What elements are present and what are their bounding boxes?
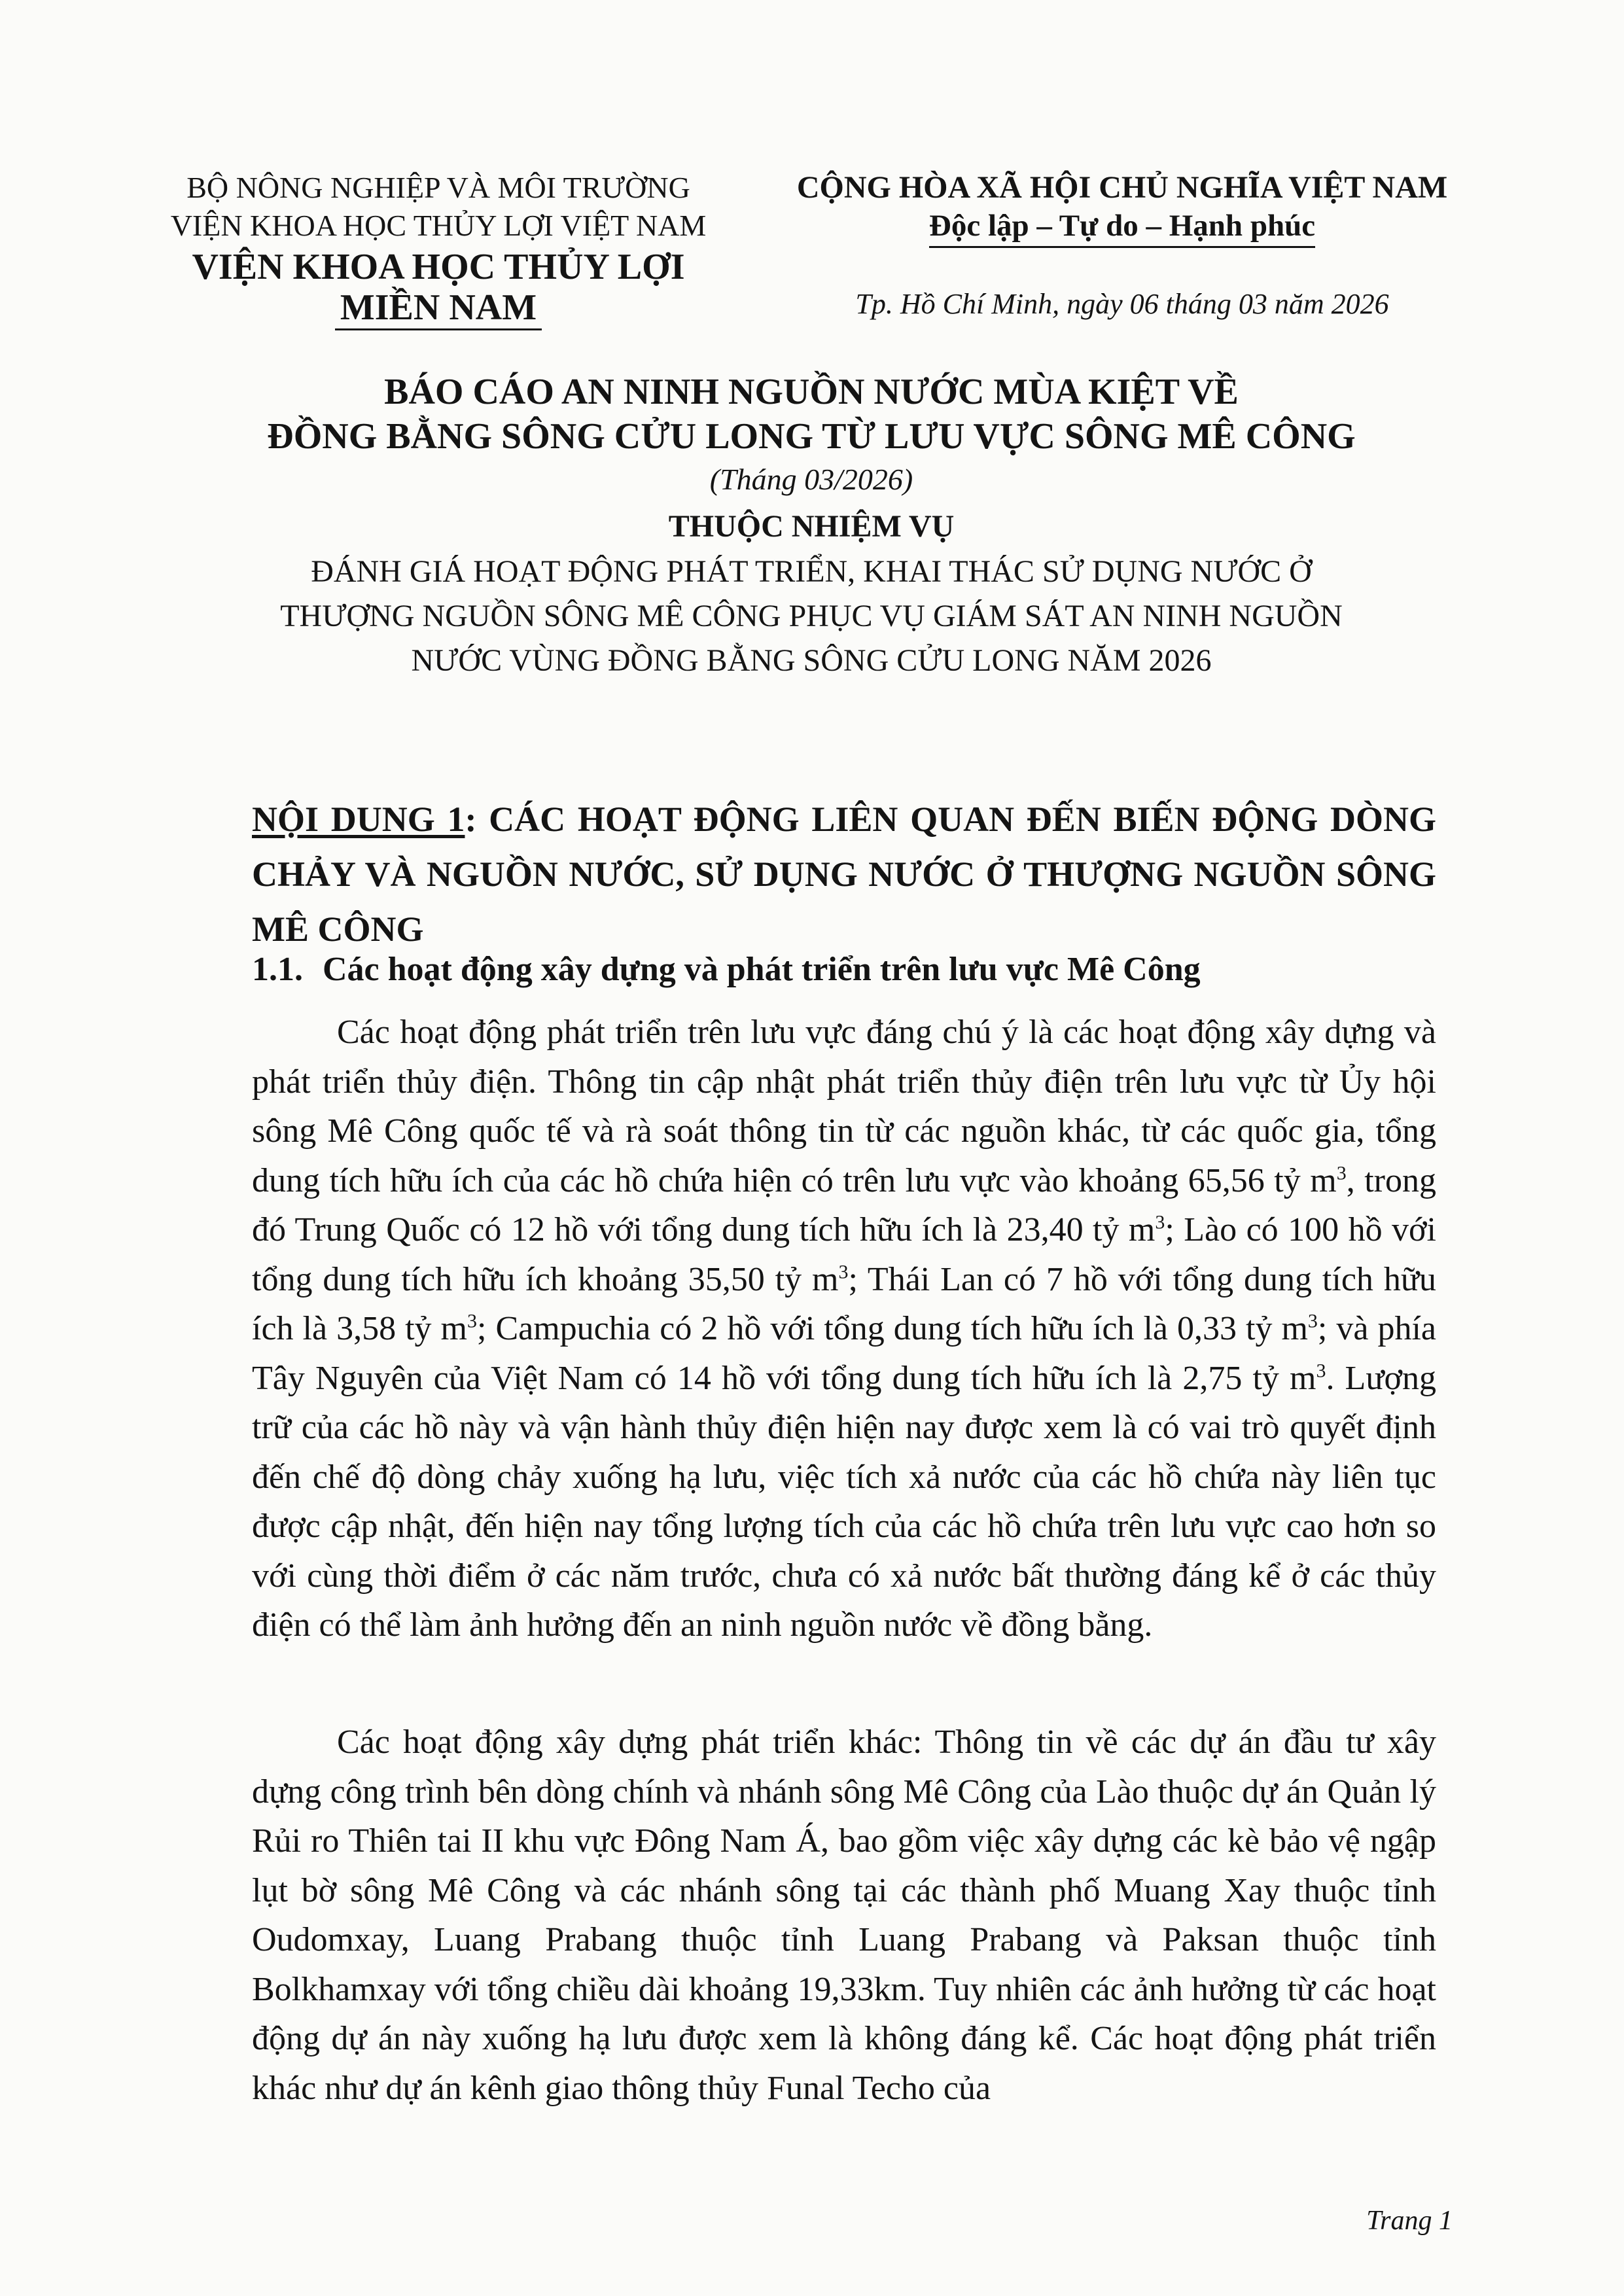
ministry-name: BỘ NÔNG NGHIỆP VÀ MÔI TRƯỜNG xyxy=(186,171,690,204)
section-label: NỘI DUNG 1 xyxy=(252,800,465,839)
text-run: ; và phía Tây Nguyên của Việt Nam có 14 hồ với tổng dung tích hữu ích là 2,75 tỷ m xyxy=(252,1310,1436,1397)
superscript: 3 xyxy=(838,1261,849,1283)
task-name-line3: NƯỚC VÙNG ĐỒNG BẰNG SÔNG CỬU LONG NĂM 2026 xyxy=(411,643,1212,678)
superscript: 3 xyxy=(1155,1211,1165,1233)
report-month: (Tháng 03/2026) xyxy=(709,463,913,496)
place-date: Tp. Hồ Chí Minh, ngày 06 tháng 03 năm 2026 xyxy=(855,288,1389,320)
page-number: Trang 1 xyxy=(1366,2206,1453,2236)
superscript: 3 xyxy=(1307,1310,1318,1332)
superscript: 3 xyxy=(467,1310,477,1332)
text-run: , trong đó Trung Quốc có 12 hồ với tổng dung tích hữu ích là 23,40 tỷ m xyxy=(252,1161,1436,1248)
section-heading xyxy=(252,792,1436,957)
subsection-heading xyxy=(252,949,1436,991)
mission-label: THUỘC NHIỆM VỤ xyxy=(668,509,955,544)
text-run: Các hoạt động phát triển trên lưu vực đáng chú ý là các hoạt động xây dựng và phát triển thủy điện. Thông tin cập nhật phát triển thủy điện trên lưu vực từ Ủy hội sông Mê Công quốc tế và rà soát thông tin từ các nguồn khác, từ các quốc gia, tổng dung tích hữu ích của các hồ chứa hiện có trên lưu vực vào khoảng 65,56 tỷ m xyxy=(252,1014,1436,1199)
report-title-line1: BÁO CÁO AN NINH NGUỒN NƯỚC MÙA KIỆT VỀ xyxy=(384,372,1239,412)
text-run: . Lượng trữ của các hồ này và vận hành thủy điện hiện nay được xem là có vai trò quyết định đến chế độ dòng chảy xuống hạ lưu, việc tích xả nước của các hồ chứa này liên tục được cập nhật, đến hiện nay tổng lượng tích của các hồ chứa trên lưu vực cao hơn so với cùng thời điểm ở các năm trước, chưa có xả nước bất thường đáng kể ở các thủy điện có thể làm ảnh hưởng đến an ninh nguồn nước về đồng bằng. xyxy=(252,1359,1436,1644)
subsection-title: Các hoạt động xây dựng và phát triển trên lưu vực Mê Công xyxy=(323,951,1201,988)
report-title-block xyxy=(170,370,1453,681)
task-name-line1: ĐÁNH GIÁ HOẠT ĐỘNG PHÁT TRIỂN, KHAI THÁC SỬ DỤNG NƯỚC Ở xyxy=(311,554,1312,589)
national-header xyxy=(769,169,1475,323)
institute-name-line2: MIỀN NAM xyxy=(335,288,542,330)
report-title-line2: ĐỒNG BẰNG SÔNG CỬU LONG TỪ LƯU VỰC SÔNG MÊ CÔNG xyxy=(267,416,1356,457)
text-run: ; Campuchia có 2 hồ với tổng dung tích hữu ích là 0,33 tỷ m xyxy=(476,1310,1308,1347)
paragraph-hydropower xyxy=(252,1008,1436,1650)
national-motto: Độc lập – Tự do – Hạnh phúc xyxy=(929,207,1315,248)
subsection-number: 1.1. xyxy=(252,951,303,988)
text-run: ; Lào có 100 hồ với tổng dung tích hữu ích khoảng 35,50 tỷ m xyxy=(252,1211,1436,1298)
institute-name: VIỆN KHOA HỌC THỦY LỢI xyxy=(192,247,685,287)
issuer-header xyxy=(118,169,759,330)
task-name-line2: THƯỢNG NGUỒN SÔNG MÊ CÔNG PHỤC VỤ GIÁM SÁT AN NINH NGUỒN xyxy=(280,599,1343,633)
section-title: : CÁC HOẠT ĐỘNG LIÊN QUAN ĐẾN BIẾN ĐỘNG DÒNG CHẢY VÀ NGUỒN NƯỚC, SỬ DỤNG NƯỚC Ở THƯỢNG NGUỒN SÔNG MÊ CÔNG xyxy=(252,800,1437,949)
country-name: CỘNG HÒA XÃ HỘI CHỦ NGHĨA VIỆT NAM xyxy=(796,170,1448,205)
text-run: ; Thái Lan có 7 hồ với tổng dung tích hữu ích là 3,58 tỷ m xyxy=(252,1260,1437,1347)
superscript: 3 xyxy=(1316,1360,1326,1382)
paragraph-other-projects: Các hoạt động xây dựng phát triển khác: Thông tin về các dự án đầu tư xây dựng công trình bên dòng chính và nhánh sông Mê Công của Lào thuộc dự án Quản lý Rủi ro Thiên tai II khu vực Đông Nam Á, bao gồm việc xây dựng các kè bảo vệ ngập lụt bờ sông Mê Công và các nhánh sông tại các thành phố Muang Xay thuộc tỉnh Oudomxay, Luang Prabang thuộc tỉnh Luang Prabang và Paksan thuộc tỉnh Bolkhamxay với tổng chiều dài khoảng 19,33km. Tuy nhiên các ảnh hưởng từ các hoạt động dự án này xuống hạ lưu được xem là không đáng kể. Các hoạt động phát triển khác như dự án kênh giao thông thủy Funal Techo của xyxy=(252,1723,1436,2107)
academy-name: VIỆN KHOA HỌC THỦY LỢI VIỆT NAM xyxy=(170,209,707,242)
superscript: 3 xyxy=(1336,1162,1347,1184)
